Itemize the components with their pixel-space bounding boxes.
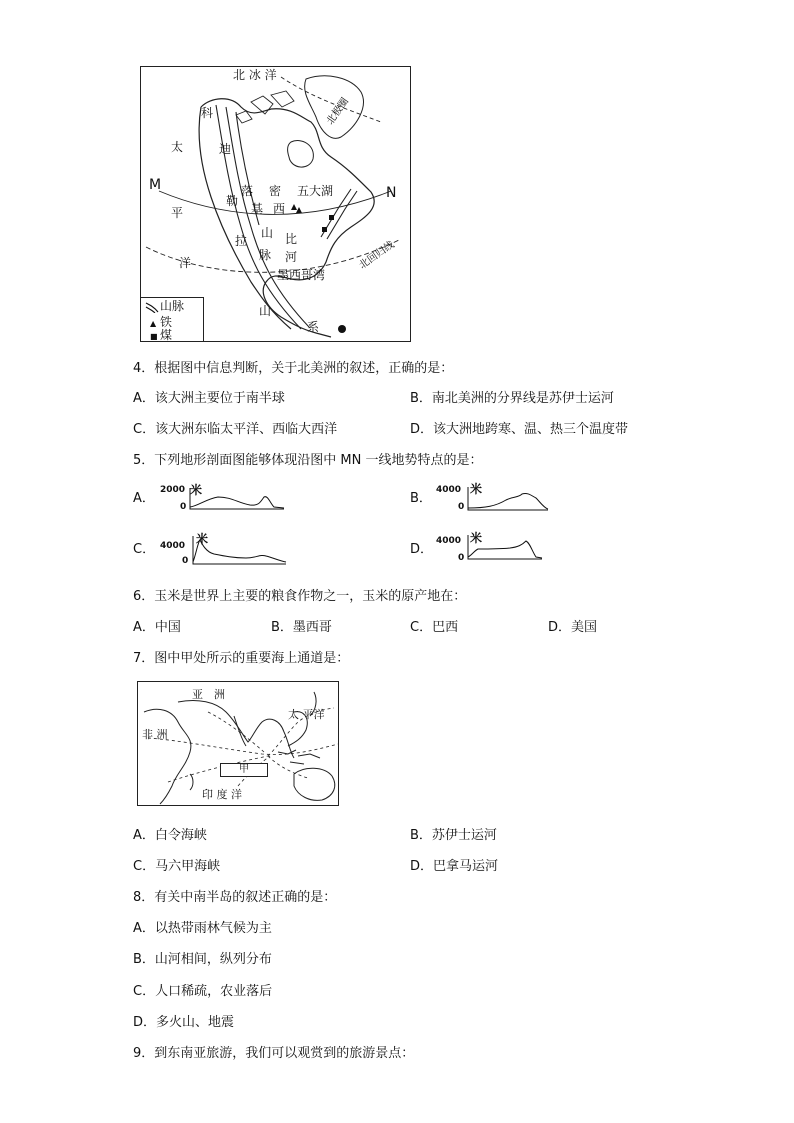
q5-option-c-label[interactable]: C．	[133, 542, 156, 557]
profile-d-curve	[466, 533, 546, 565]
q5-stem: 5．下列地形剖面图能够体现沿图中 MN 一线地势特点的是：	[133, 453, 483, 468]
profile-c-unit: 米	[196, 532, 209, 546]
q4-option-c[interactable]: C．该大洲东临太平洋、西临大西洋	[133, 422, 338, 437]
q5-profile-d[interactable]	[436, 533, 556, 565]
cordillera-char-shan: 山	[259, 304, 272, 318]
q8-option-d[interactable]: D．多火山、地震	[133, 1015, 235, 1030]
q6-option-d[interactable]: D．美国	[548, 620, 598, 635]
profile-c-top-value: 4000	[160, 541, 186, 551]
q6-stem: 6．玉米是世界上主要的粮食作物之一，玉米的原产地在：	[133, 589, 467, 604]
profile-c-curve	[190, 534, 290, 566]
profile-a-curve	[188, 485, 288, 513]
cordillera-char-la: 拉	[235, 234, 248, 248]
q8-option-c[interactable]: C．人口稀疏，农业落后	[133, 984, 273, 999]
q9-stem: 9．到东南亚旅游，我们可以观赏到的旅游景点：	[133, 1046, 415, 1061]
mississippi-char-bi: 比	[285, 232, 298, 246]
profile-c-zero: 0	[182, 556, 189, 566]
point-n-label: N	[386, 185, 397, 201]
pacific-label-3: 洋	[179, 256, 192, 270]
north-america-map	[140, 66, 411, 342]
coal-legend-icon: ■	[150, 332, 158, 341]
pacific-label: 太 平洋	[288, 708, 325, 721]
profile-b-top-value: 4000	[436, 485, 462, 495]
profile-b-unit: 米	[470, 482, 483, 496]
q4-option-b[interactable]: B．南北美洲的分界线是苏伊士运河	[410, 391, 614, 406]
q7-option-b[interactable]: B．苏伊士运河	[410, 828, 497, 843]
mississippi-char-mi: 密	[269, 184, 282, 198]
q7-option-c[interactable]: C．马六甲海峡	[133, 859, 221, 874]
cordillera-char-ke: 科	[201, 106, 214, 120]
africa-label: 非 洲	[142, 728, 168, 741]
profile-a-zero: 0	[180, 502, 187, 512]
pacific-label-1: 太	[171, 140, 184, 154]
mississippi-char-xi: 西	[273, 202, 286, 216]
mississippi-char-he: 河	[285, 250, 298, 264]
q5-profile-b[interactable]	[436, 484, 556, 514]
cordillera-char-di: 迪	[219, 142, 232, 156]
q5-profile-a[interactable]	[160, 485, 288, 513]
q4-option-a[interactable]: A．该大洲主要位于南半球	[133, 391, 285, 406]
q6-option-a[interactable]: A．中国	[133, 620, 181, 635]
map-legend	[141, 297, 204, 342]
gulf-mexico-label: 墨西哥湾	[277, 268, 326, 282]
q6-option-c[interactable]: C．巴西	[410, 620, 459, 635]
q4-stem: 4．根据图中信息判断，关于北美洲的叙述，正确的是：	[133, 361, 454, 376]
cordillera-char-le: 勒	[226, 194, 239, 208]
point-m-label: M	[149, 177, 162, 193]
q5-option-d-label[interactable]: D．	[410, 542, 434, 557]
rocky-char-luo: 落	[241, 184, 254, 198]
profile-b-curve	[466, 484, 552, 514]
profile-d-unit: 米	[470, 531, 483, 545]
great-lakes-label: 五大湖	[297, 184, 334, 198]
q7-stem: 7．图中甲处所示的重要海上通道是：	[133, 651, 350, 666]
q5-profile-c[interactable]	[160, 534, 288, 566]
q4-option-d[interactable]: D．该大洲地跨寒、温、热三个温度带	[410, 422, 629, 437]
arctic-circle-label: 北极圈	[324, 96, 352, 127]
profile-a-unit: 米	[190, 483, 203, 497]
cordillera-char-xi: 系	[307, 320, 320, 334]
q8-option-b[interactable]: B．山河相间，纵列分布	[133, 952, 272, 967]
q7-option-d[interactable]: D．巴拿马运河	[410, 859, 499, 874]
legend-mountain-label: 山脉	[160, 299, 185, 313]
profile-a-top-value: 2000	[160, 485, 186, 495]
rocky-char-ji: 基	[251, 202, 264, 216]
tropic-cancer-label: 北回归线	[357, 239, 397, 272]
indian-ocean-map	[137, 681, 339, 806]
iron-legend-icon: ▲	[150, 319, 157, 328]
indian-ocean-label: 印 度 洋	[202, 788, 242, 801]
legend-coal-label: 煤	[160, 328, 173, 342]
q8-option-a[interactable]: A．以热带雨林气候为主	[133, 921, 272, 936]
q7-option-a[interactable]: A．白令海峡	[133, 828, 207, 843]
q8-stem: 8．有关中南半岛的叙述正确的是：	[133, 890, 337, 905]
mountain-legend-icon	[145, 301, 159, 313]
asia-label: 亚 洲	[192, 688, 225, 701]
pacific-label-2: 平	[171, 206, 184, 220]
q5-option-a-label[interactable]: A．	[133, 491, 155, 506]
rocky-char-mai: 脉	[259, 248, 272, 262]
legend-iron-label: 铁	[160, 315, 173, 329]
profile-d-top-value: 4000	[436, 536, 462, 546]
q6-option-b[interactable]: B．墨西哥	[271, 620, 332, 635]
jia-box: 甲	[220, 763, 268, 777]
arctic-ocean-label: 北 冰 洋	[233, 68, 277, 82]
profile-b-zero: 0	[458, 502, 465, 512]
q5-option-b-label[interactable]: B．	[410, 491, 432, 506]
rocky-char-shan: 山	[261, 226, 274, 240]
profile-d-zero: 0	[458, 553, 465, 563]
